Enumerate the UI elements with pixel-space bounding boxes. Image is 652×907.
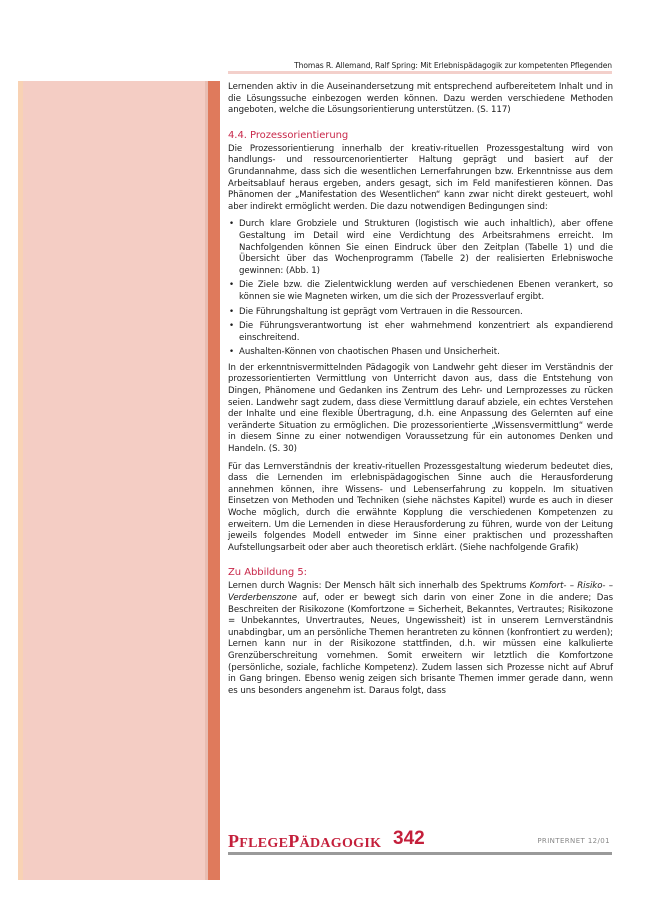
list-item: • Die Führungsverantwortung ist eher wahrnehmend konzentriert als expandierend einschreitend. (228, 321, 613, 344)
intro-paragraph: Lernenden aktiv in die Auseinandersetzung mit entsprechend aufbereitetem Inhalt und in die Lösungssuche einbezogen werden können. Dazu werden verschiedene Methoden angeboten, welche die Lösungsorientierung unterstützen. (S. 117) (228, 82, 613, 116)
zone-spectrum-term: Komfort- – Risiko- – Verderbenszone (228, 581, 613, 603)
conditions-list (228, 219, 613, 359)
list-item: • Die Führungshaltung ist geprägt vom Vertrauen in die Ressourcen. (228, 307, 613, 319)
issue-label: PRINTERNET 12/01 (537, 837, 610, 845)
decorative-side-panel (18, 81, 208, 880)
decorative-accent-strip (208, 81, 220, 880)
body-paragraph: Die Prozessorientierung innerhalb der kreativ-rituellen Prozessgestaltung wird von handlungs- und ressourcenorientierter Haltung geprägt und basiert auf der Grundannahme, dass sich die wesentlichen Lernerfahrungen bzw. Erkenntnisse aus dem Arbeitsablauf heraus ergeben, anders gesagt, sich im Feld manifestieren können. Das Phänomen der „Manifestation des Wesentlichen“ kann zwar nicht direkt gesteuert, wohl aber indirekt ermöglicht werden. Die dazu notwendigen Bedingungen sind: (228, 143, 613, 212)
paragraph-text: Lernen durch Wagnis: Der Mensch hält sich innerhalb des Spektrums (228, 581, 530, 592)
body-paragraph (228, 581, 613, 697)
body-paragraph: Für das Lernverständnis der kreativ-rituellen Prozessgestaltung wiederum bedeutet dies, dass die Lernenden im erlebnispädagogischen Sinne auch die Herausforderung annehmen können, ihre Wissens- und Lebenserfahrung zu koppeln. Im situativen Einsetzen von Methoden und Techniken (siehe nächstes Kapitel) wurde es auch in dieser Woche möglich, durch die erwähnte Kopplung die verschiedenen Kompetenzen zu erweitern. Um die Lernenden in diese Herausforderung zu führen, wurde von der Leitung jeweils folgendes Modell entweder im Sinne einer praktischen und prozesshaften Aufstellungsarbeit oder aber auch theoretisch erklärt. (Siehe nachfolgende Grafik) (228, 461, 613, 553)
journal-logo: PFLEGEPÄDAGOGIK (228, 831, 382, 851)
list-item: • Durch klare Grobziele und Strukturen (logistisch wie auch inhaltlich), aber offene Gestaltung im Detail wird eine Verdichtung des Arbeitsrahmens erreicht. Im Nachfolgenden können Sie einen Eindruck über den Zeitplan (Tabelle 1) und die Übersicht über das Wochenprogramm (Tabelle 2) der realisierten Erlebniswoche gewinnen: (Abb. 1) (228, 219, 613, 277)
list-item: • Aushalten-Können von chaotischen Phasen und Unsicherheit. (228, 347, 613, 359)
running-head: Thomas R. Allemand, Ralf Spring: Mit Erlebnispädagogik zur kompetenten Pflegenden (228, 61, 612, 74)
section-heading-prozessorientierung: 4.4. Prozessorientierung (228, 129, 349, 141)
paragraph-text: auf, oder er bewegt sich darin von einer Zone in die andere; Das Beschreiten der Risikozone (Komfortzone = Sicherheit, Bekanntes, Vertrautes; Risikozone = Unbekanntes, Unvertrautes, Neues, Ungewissheit) ist in unserem Lernverständnis unabdingbar, um an persönliche Themen herantreten zu können (konfrontiert zu werden); Lernen kann nur in der Risikozone stattfinden, d.h. wir müssen eine kalkulierte Grenzüberschreitung vornehmen. Somit erweitern wir letztlich die Komfortzone (persönliche, soziale, fachliche Kompetenz). Zudem lassen sich Prozesse nicht auf Abruf in Gang bringen. Ebenso wenig zeigen sich brisante Themen immer gerade dann, wenn es uns besonders angenehm ist. Daraus folgt, dass (228, 592, 613, 696)
list-item: • Die Ziele bzw. die Zielentwicklung werden auf verschiedenen Ebenen verankert, so können sie wie Magneten wirken, um die sich der Prozessverlauf ergibt. (228, 280, 613, 303)
side-panel-edge-stripe (18, 81, 23, 880)
body-paragraph: In der erkenntnisvermittelnden Pädagogik von Landwehr geht dieser im Verständnis der prozessorientierten Vermittlung von Unterricht davon aus, dass die Entstehung von Dingen, Phänomene und Gedanken ins Zentrum des Lehr- und Lernprozesses zu rücken seien. Landwehr sagt zudem, dass diese Vermittlung darauf abziele, ein echtes Verstehen der Inhalte und eine flexible Übertragung, d.h. eine Anpassung des Gelernten auf eine veränderte Situation zu ermöglichen. Die prozessorientierte „Wissensvermittlung“ werde in diesem Sinne zu einer notwendigen Voraussetzung für ein autonomes Denken und Handeln. (S. 30) (228, 362, 613, 455)
page-number: 342 (393, 828, 425, 849)
section-heading-abbildung-5: Zu Abbildung 5: (228, 567, 307, 579)
page-body (228, 82, 613, 703)
page-footer (228, 830, 612, 855)
